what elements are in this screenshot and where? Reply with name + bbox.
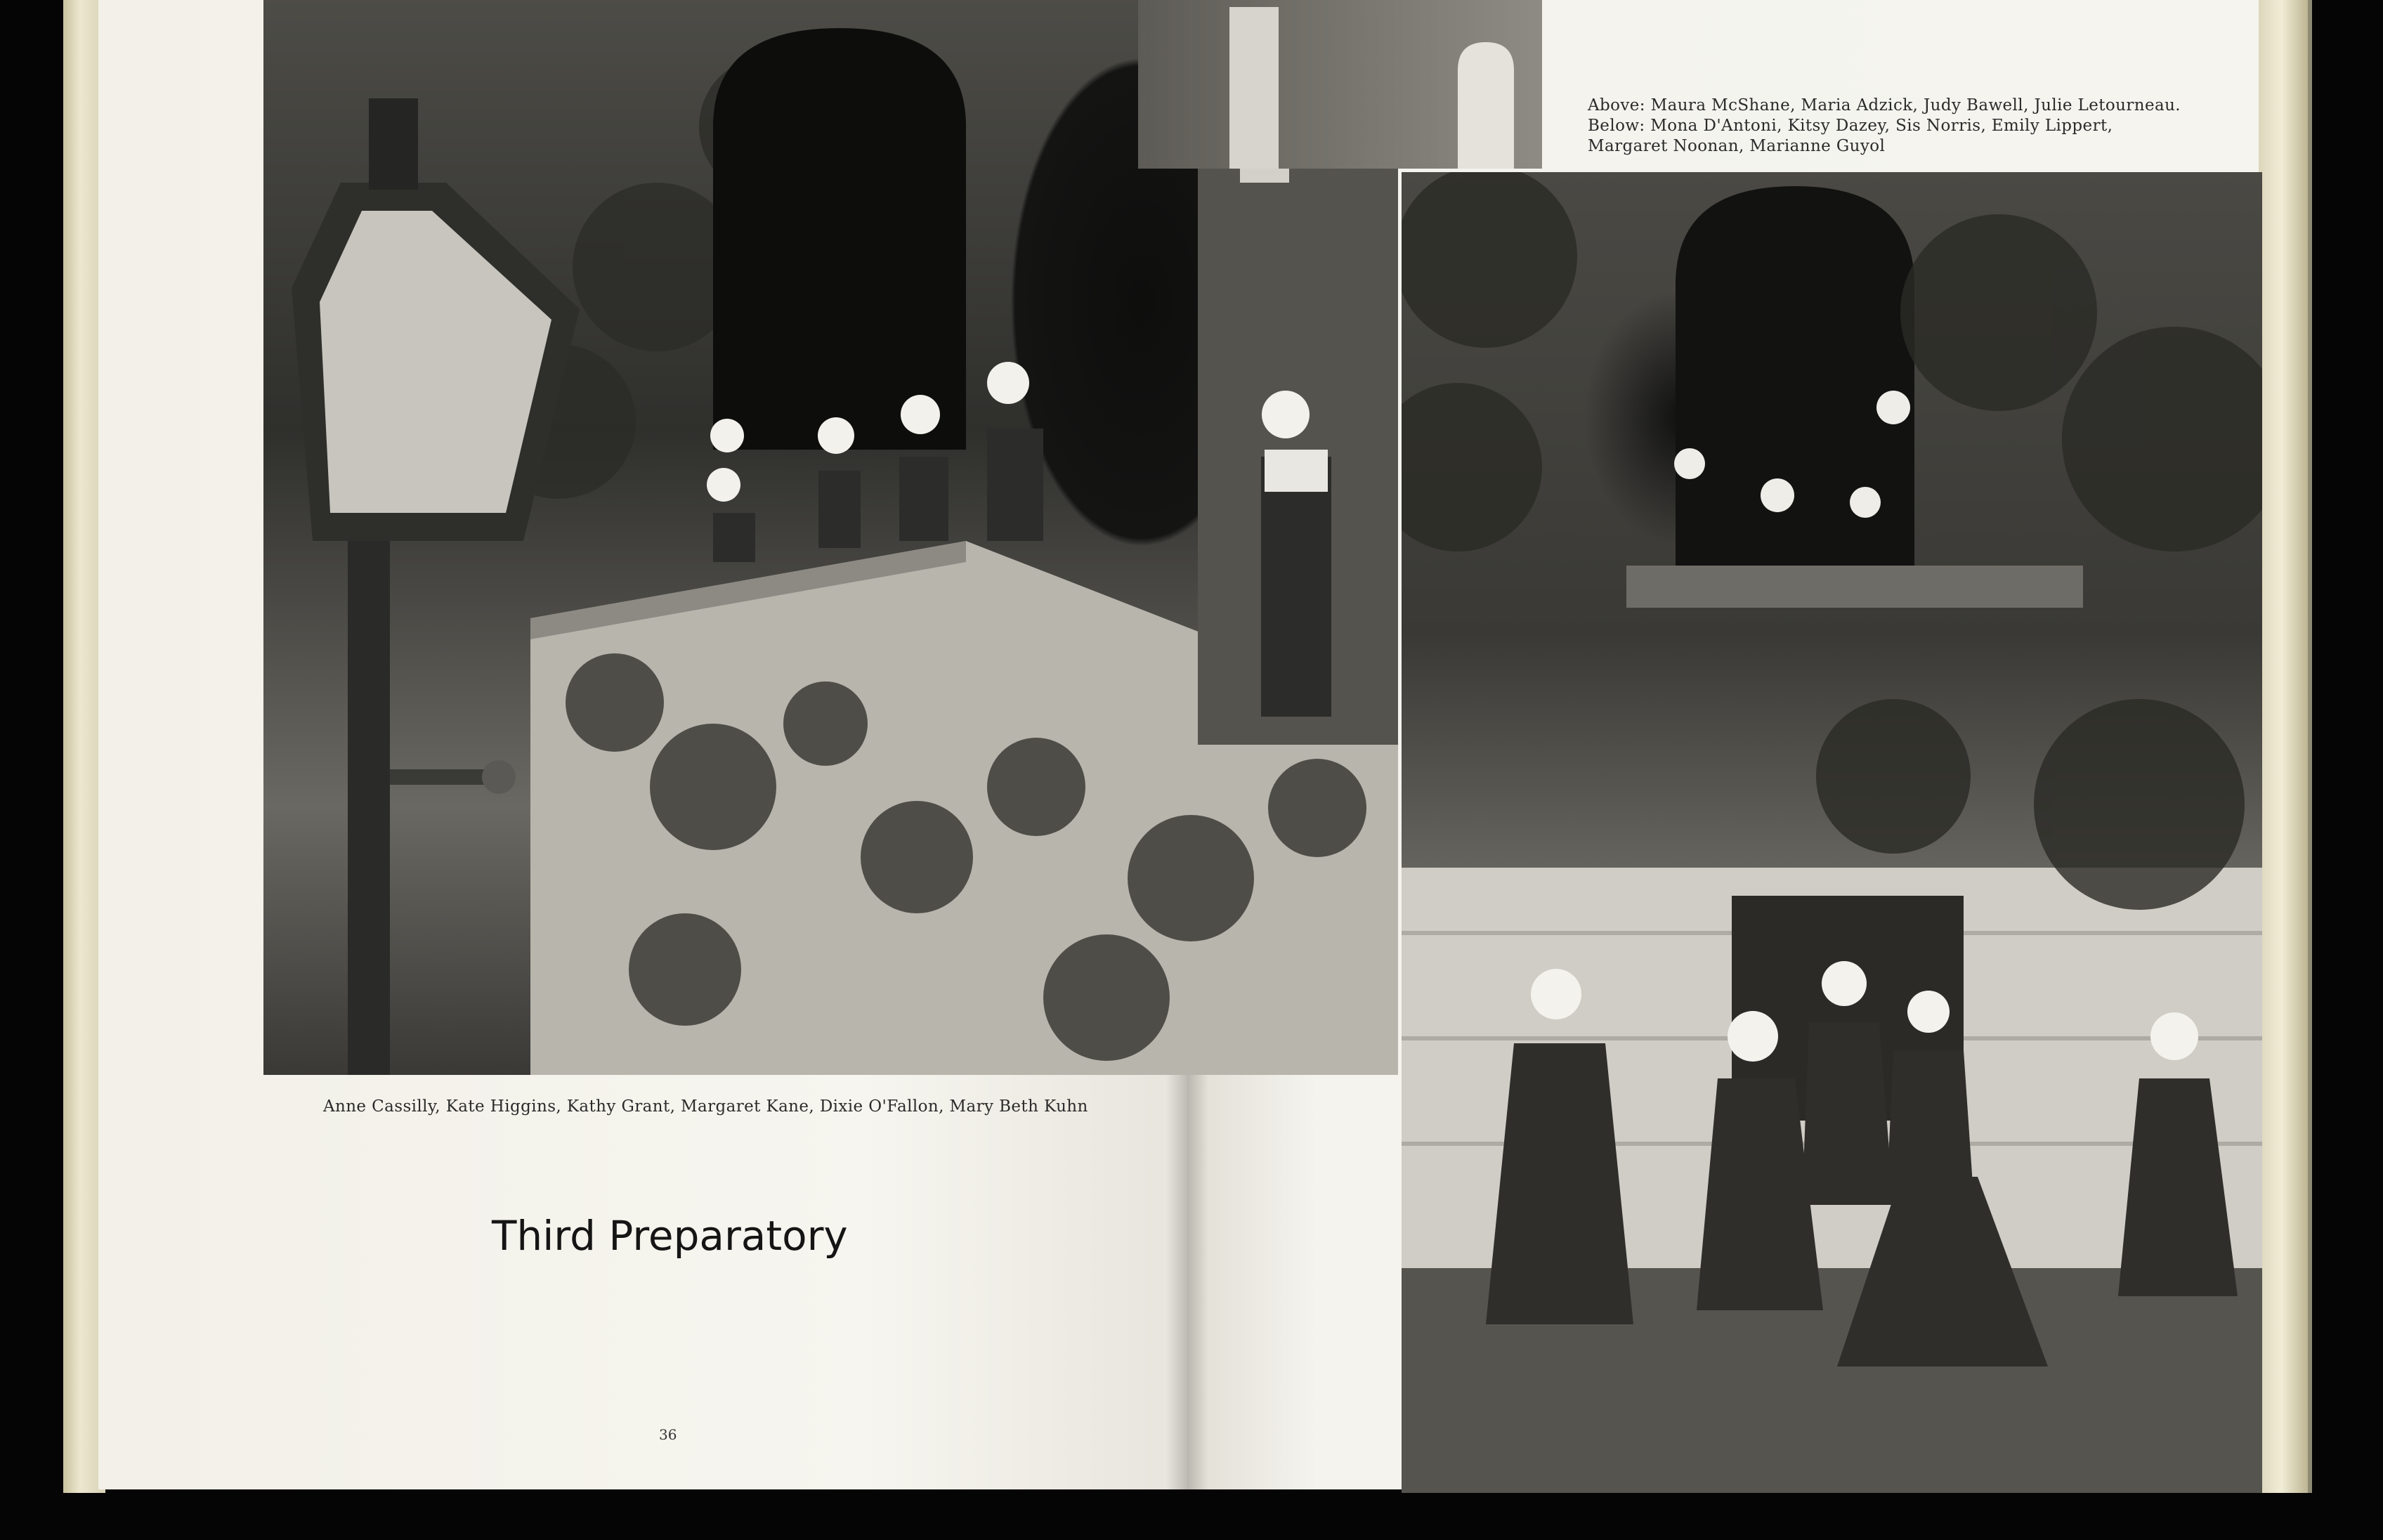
- balcony-lawn-photo-illustration: [1402, 172, 2262, 1493]
- section-title: Third Preparatory: [492, 1212, 848, 1260]
- right-caption-line-3: Margaret Noonan, Marianne Guyol: [1588, 137, 1886, 155]
- building-strip-photo: [1138, 0, 1542, 169]
- right-caption-line-2: Below: Mona D'Antoni, Kitsy Dazey, Sis Norris, Emily Lippert,: [1588, 117, 2113, 135]
- left-photo-caption: Anne Cassilly, Kate Higgins, Kathy Grant, Margaret Kane, Dixie O'Fallon, Mary Beth Kuhn: [323, 1097, 1088, 1116]
- book-edge-right: [2255, 0, 2312, 1493]
- right-caption-line-1: Above: Maura McShane, Maria Adzick, Judy Bawell, Julie Letourneau.: [1588, 96, 2181, 115]
- balcony-lawn-photo: [1402, 172, 2262, 1493]
- page-number: 36: [659, 1426, 677, 1443]
